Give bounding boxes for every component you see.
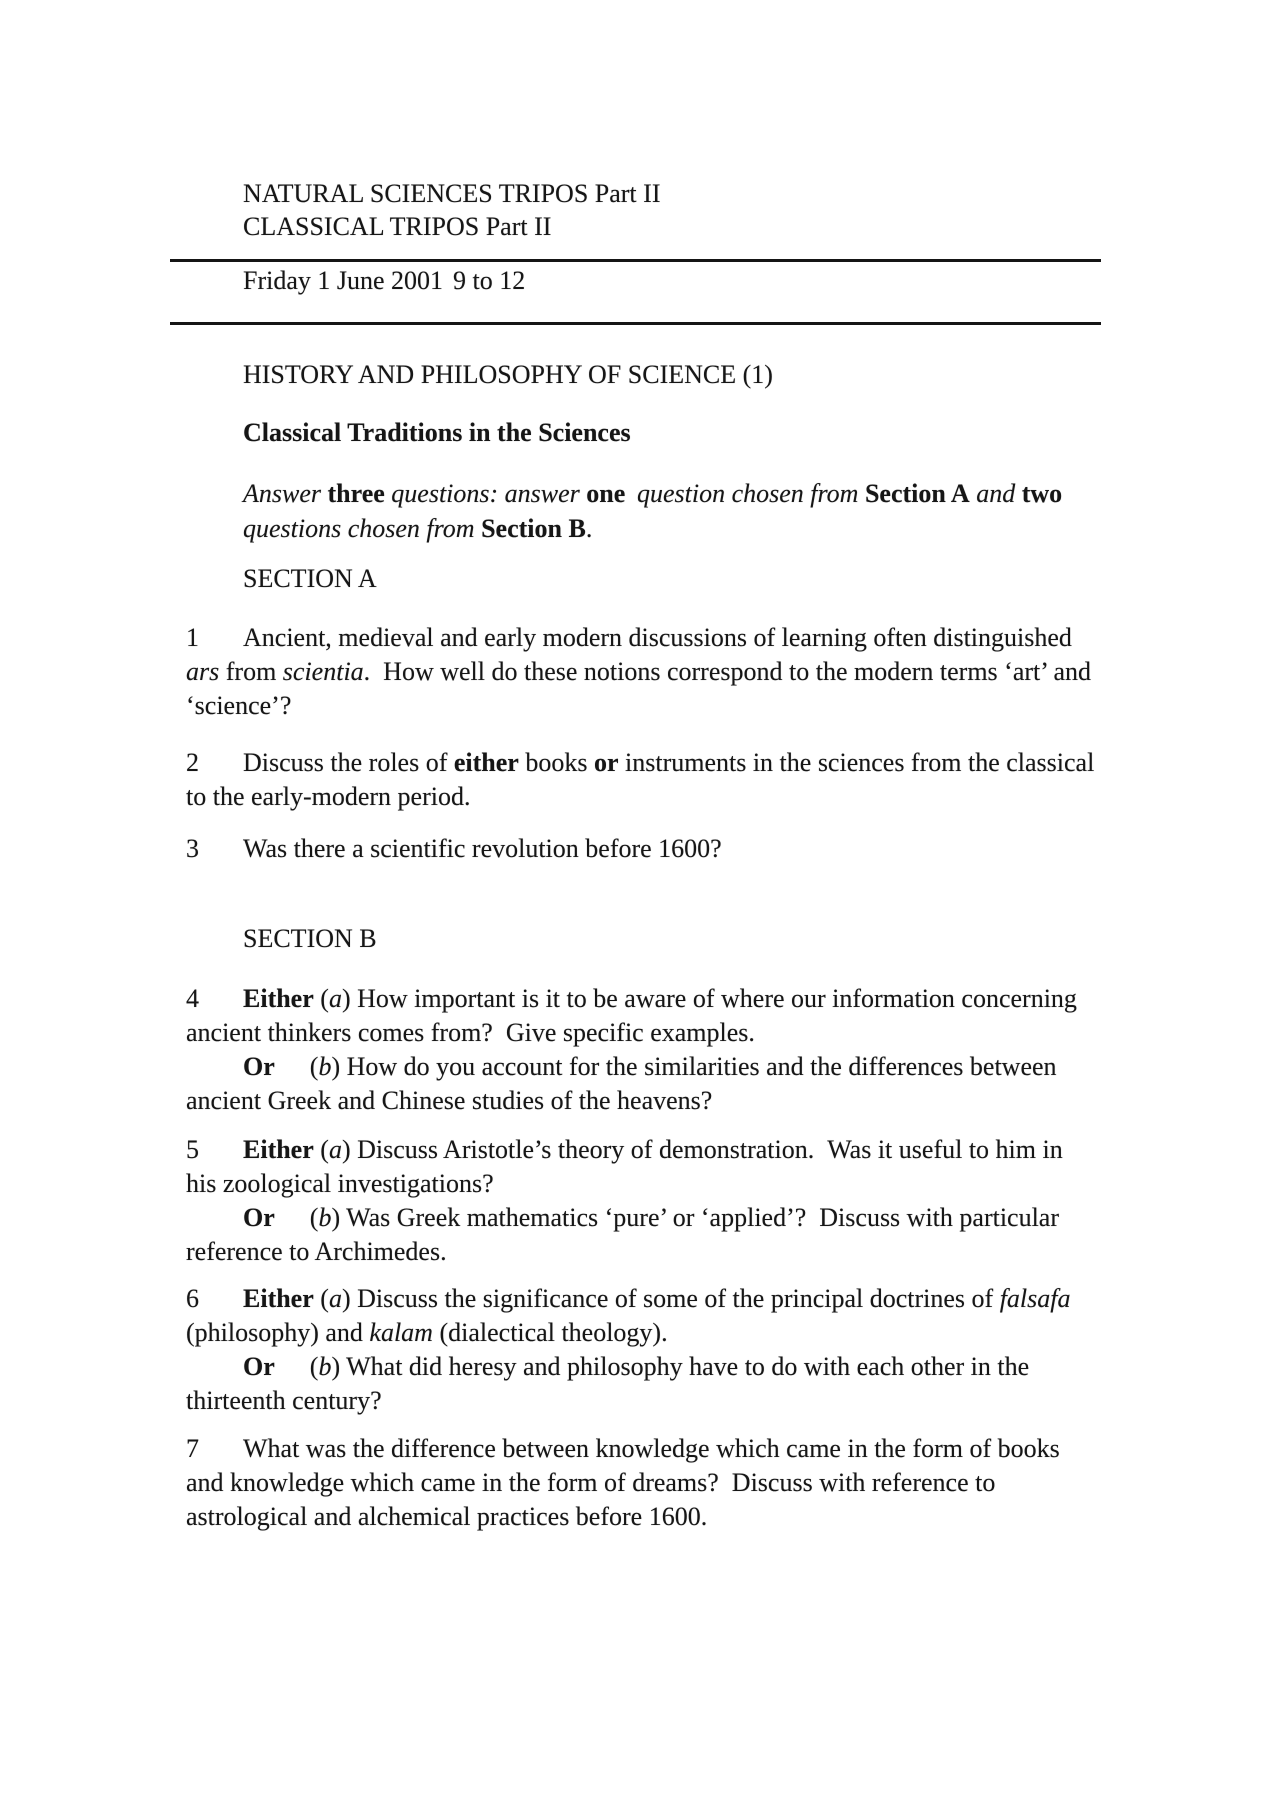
- text-run: and: [969, 479, 1022, 508]
- question-3-text: [186, 832, 1171, 866]
- text-run: ) Discuss the significance of some of the principal doctrines of: [341, 1284, 1000, 1313]
- question-4-number: 4: [186, 984, 199, 1013]
- question-5-either-body: [186, 1135, 1063, 1198]
- text-run: b: [318, 1052, 332, 1081]
- divider-bottom: [170, 322, 1101, 325]
- divider-top: [170, 259, 1101, 262]
- text-run: a: [328, 984, 342, 1013]
- text-run: one: [586, 479, 626, 508]
- or-label: Or: [243, 1203, 275, 1232]
- or-label: Or: [243, 1352, 275, 1381]
- text-run: Either: [243, 1135, 314, 1164]
- text-run: a: [328, 1135, 342, 1164]
- text-run: his zoological investigations?: [186, 1169, 494, 1198]
- text-run: ) What did heresy and philosophy have to do with each other in the: [331, 1352, 1030, 1381]
- text-run: either: [453, 748, 519, 777]
- text-run: . How well do these notions correspond to the modern terms ‘art’ and: [363, 657, 1092, 686]
- question-7-text: [186, 1432, 1171, 1534]
- text-run: instruments in the sciences from the classical: [618, 748, 1095, 777]
- text-run: Either: [243, 984, 314, 1013]
- header: [243, 177, 660, 243]
- section-a-heading: SECTION A: [243, 564, 377, 593]
- text-run: reference to Archimedes.: [186, 1237, 447, 1266]
- question-4-either-body: [186, 984, 1077, 1047]
- text-run: ars: [186, 657, 220, 686]
- text-run: ) How do you account for the similarities and the differences between: [331, 1052, 1057, 1081]
- text-run: (: [309, 1203, 319, 1232]
- question-6-either: [186, 1282, 1171, 1350]
- text-run: Either: [243, 1284, 314, 1313]
- section-b-heading: SECTION B: [243, 924, 377, 953]
- text-run: Discuss the roles of: [243, 748, 454, 777]
- text-run: books: [518, 748, 594, 777]
- question-4: [186, 982, 1171, 1118]
- text-run: Answer: [243, 479, 328, 508]
- question-6-or-body: [186, 1352, 1029, 1415]
- text-run: a: [328, 1284, 342, 1313]
- question-5: [186, 1133, 1171, 1269]
- question-3: [186, 832, 1171, 866]
- question-2-text: [186, 746, 1171, 814]
- question-4-or-body: [186, 1052, 1057, 1115]
- text-run: or: [593, 748, 619, 777]
- text-run: Section A: [864, 479, 970, 508]
- question-5-either: [186, 1133, 1171, 1201]
- question-5-number: 5: [186, 1135, 199, 1164]
- question-7-number: 7: [186, 1434, 199, 1463]
- text-run: three: [327, 479, 385, 508]
- question-2: [186, 746, 1171, 814]
- text-run: What was the difference between knowledge which came in the form of books: [243, 1434, 1060, 1463]
- paper-subtitle: Classical Traditions in the Sciences: [243, 418, 631, 447]
- question-7-body: [186, 1434, 1060, 1531]
- text-run: ancient thinkers comes from? Give specific examples.: [186, 1018, 755, 1047]
- text-run: .: [585, 514, 593, 543]
- question-3-number: 3: [186, 834, 199, 863]
- question-1: [186, 621, 1171, 723]
- text-run: and knowledge which came in the form of dreams? Discuss with reference to: [186, 1468, 996, 1497]
- text-run: ancient Greek and Chinese studies of the heavens?: [186, 1086, 713, 1115]
- text-run: ‘science’?: [186, 691, 292, 720]
- text-run: b: [318, 1352, 332, 1381]
- text-run: (philosophy) and: [186, 1318, 370, 1347]
- text-run: ) How important is it to be aware of where our information concerning: [341, 984, 1077, 1013]
- text-run: Section B: [481, 514, 586, 543]
- text-run: b: [318, 1203, 332, 1232]
- question-7: [186, 1432, 1171, 1534]
- text-run: falsafa: [999, 1284, 1071, 1313]
- text-run: from: [219, 657, 283, 686]
- header-line-1: NATURAL SCIENCES TRIPOS Part II: [243, 179, 661, 208]
- question-4-either: [186, 982, 1171, 1050]
- text-run: (: [313, 1135, 329, 1164]
- text-run: (: [309, 1052, 319, 1081]
- text-run: (dialectical theology).: [432, 1318, 668, 1347]
- text-run: Ancient, medieval and early modern discussions of learning often distinguished: [243, 623, 1072, 652]
- text-run: (: [313, 984, 329, 1013]
- text-run: questions chosen from: [243, 514, 482, 543]
- question-6-either-body: [186, 1284, 1071, 1347]
- question-2-number: 2: [186, 748, 199, 777]
- date-line: [243, 266, 843, 300]
- text-run: Was there a scientific revolution before 1600?: [243, 834, 722, 863]
- question-5-or: [186, 1201, 1171, 1269]
- or-label: Or: [243, 1052, 275, 1081]
- text-run: ) Was Greek mathematics ‘pure’ or ‘applied’? Discuss with particular: [331, 1203, 1060, 1232]
- text-run: question chosen from: [625, 479, 865, 508]
- text-run: astrological and alchemical practices before 1600.: [186, 1502, 708, 1531]
- exam-date: Friday 1 June 2001: [243, 266, 444, 295]
- text-run: (: [313, 1284, 329, 1313]
- text-run: questions: answer: [384, 479, 587, 508]
- question-6-number: 6: [186, 1284, 199, 1313]
- question-5-or-body: [186, 1203, 1059, 1266]
- question-6-or: [186, 1350, 1171, 1418]
- question-1-body: [186, 623, 1091, 720]
- question-1-text: [186, 621, 1171, 723]
- question-4-or: [186, 1050, 1171, 1118]
- text-run: kalam: [369, 1318, 433, 1347]
- text-run: two: [1021, 479, 1063, 508]
- text-run: scientia: [282, 657, 364, 686]
- paper-title: HISTORY AND PHILOSOPHY OF SCIENCE (1): [243, 360, 773, 389]
- text-run: ) Discuss Aristotle’s theory of demonstration. Was it useful to him in: [341, 1135, 1063, 1164]
- question-1-number: 1: [186, 623, 199, 652]
- question-6: [186, 1282, 1171, 1418]
- exam-time: 9 to 12: [453, 266, 526, 295]
- instructions: [243, 476, 1163, 546]
- question-3-body: [243, 834, 722, 863]
- text-run: (: [309, 1352, 319, 1381]
- text-run: thirteenth century?: [186, 1386, 382, 1415]
- text-run: to the early-modern period.: [186, 782, 471, 811]
- question-2-body: [186, 748, 1094, 811]
- header-line-2: CLASSICAL TRIPOS Part II: [243, 212, 552, 241]
